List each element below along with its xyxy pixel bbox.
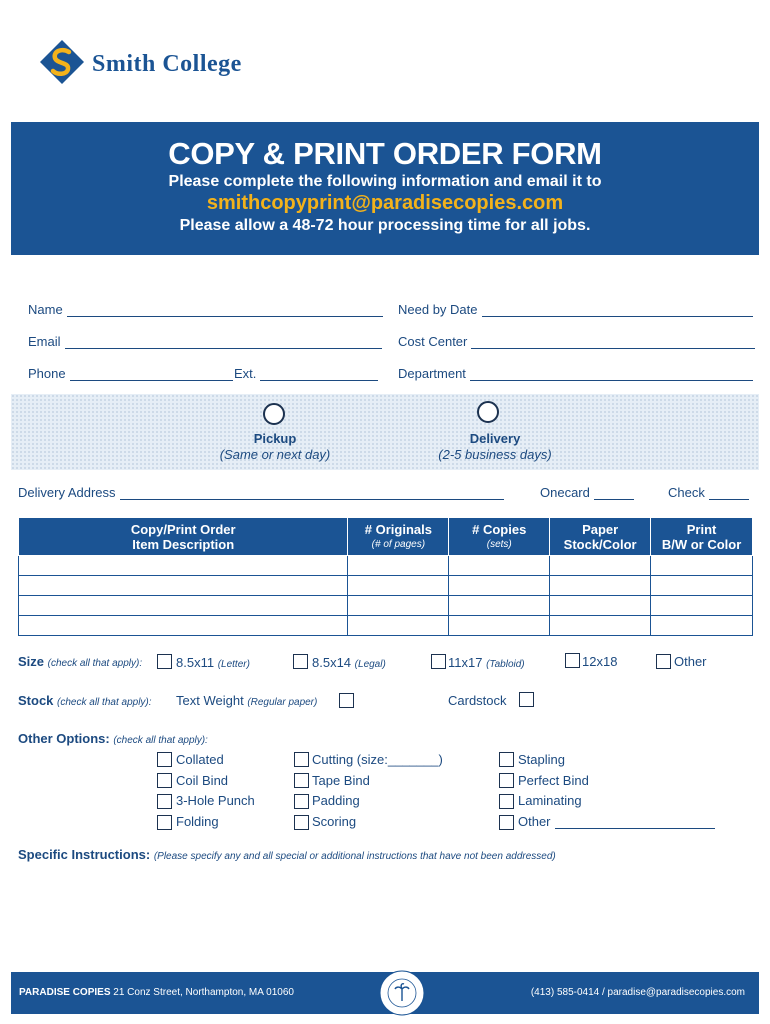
coil-bind-checkbox[interactable]	[157, 773, 172, 788]
scoring-checkbox[interactable]	[294, 815, 309, 830]
scoring-label: Scoring	[312, 814, 357, 829]
pickup-radio[interactable]	[263, 403, 285, 425]
stock-label-group	[18, 693, 152, 708]
table-cell[interactable]	[651, 556, 753, 576]
folding-label: Folding	[176, 814, 219, 829]
order-items-table	[18, 517, 753, 636]
size-hint: (check all that apply):	[47, 658, 143, 669]
col-originals: # Originals (# of pages)	[348, 518, 449, 556]
footer-brand: PARADISE COPIES	[19, 987, 111, 998]
need-by-date-label: Need by Date	[398, 302, 478, 317]
onecard-line[interactable]	[594, 489, 634, 500]
name-label: Name	[28, 302, 63, 317]
table-cell[interactable]	[449, 576, 550, 596]
department-line[interactable]	[470, 370, 753, 381]
name-line[interactable]	[67, 306, 383, 317]
logo-wordmark: Smith College	[92, 51, 242, 77]
col-copies: # Copies (sets)	[449, 518, 550, 556]
size-tabloid-label: 11x17 (Tabloid)	[448, 655, 525, 670]
three-hole-punch-label: 3-Hole Punch	[176, 793, 255, 808]
size-other-checkbox[interactable]	[656, 654, 671, 669]
onecard-field[interactable]	[540, 485, 634, 500]
coil-bind-label: Coil Bind	[176, 773, 229, 788]
other-finishing-line[interactable]	[555, 818, 715, 829]
email-field[interactable]	[28, 334, 382, 349]
table-row	[19, 576, 753, 596]
three-hole-punch-checkbox[interactable]	[157, 794, 172, 809]
footer-bar	[11, 972, 759, 1014]
processing-time-note: Please allow a 48-72 hour processing time for all jobs.	[179, 217, 591, 234]
padding-label: Padding	[312, 793, 360, 808]
onecard-label: Onecard	[540, 485, 590, 500]
table-cell[interactable]	[19, 576, 348, 596]
paradise-copies-seal-icon	[379, 970, 425, 1016]
stock-hint: (check all that apply):	[57, 697, 152, 708]
other-finishing-checkbox[interactable]	[499, 815, 514, 830]
tape-bind-label: Tape Bind	[312, 773, 370, 788]
table-cell[interactable]	[449, 556, 550, 576]
other-finishing-field[interactable]	[518, 814, 715, 829]
footer-contact: (413) 585-0414 / paradise@paradisecopies.com	[530, 987, 745, 998]
table-cell[interactable]	[19, 616, 348, 636]
perfect-bind-checkbox[interactable]	[499, 773, 514, 788]
delivery-subtext: (2-5 business days)	[438, 447, 552, 462]
col-print: Print B/W or Color	[651, 518, 753, 556]
check-field[interactable]	[668, 485, 749, 500]
stock-text-weight-checkbox[interactable]	[339, 693, 354, 708]
submission-email-link[interactable]: smithcopyprint@paradisecopies.com	[206, 192, 564, 214]
cutting-label: Cutting (size:_______)	[312, 752, 443, 767]
delivery-address-label: Delivery Address	[18, 485, 116, 500]
size-tabloid-checkbox[interactable]	[431, 654, 446, 669]
padding-checkbox[interactable]	[294, 794, 309, 809]
need-by-date-line[interactable]	[482, 306, 753, 317]
stock-cardstock-label: Cardstock	[448, 693, 507, 708]
table-header-row	[19, 518, 753, 556]
delivery-address-line[interactable]	[120, 489, 504, 500]
delivery-method-band	[11, 394, 759, 470]
laminating-checkbox[interactable]	[499, 794, 514, 809]
pickup-subtext: (Same or next day)	[219, 447, 331, 462]
laminating-label: Laminating	[518, 793, 582, 808]
perfect-bind-label: Perfect Bind	[518, 773, 589, 788]
table-row	[19, 596, 753, 616]
size-legal-label: 8.5x14 (Legal)	[312, 655, 386, 670]
name-field[interactable]	[28, 302, 383, 317]
form-title: COPY & PRINT ORDER FORM	[168, 136, 602, 171]
department-label: Department	[398, 366, 466, 381]
instruction-line: Please complete the following information and email it to	[168, 173, 602, 190]
col-paper: Paper Stock/Color	[550, 518, 651, 556]
size-legal-checkbox[interactable]	[293, 654, 308, 669]
collated-label: Collated	[176, 752, 224, 767]
phone-line[interactable]	[70, 370, 233, 381]
size-12x18-checkbox[interactable]	[565, 653, 580, 668]
cost-center-field[interactable]	[398, 334, 755, 349]
size-12x18-label: 12x18	[582, 654, 618, 669]
table-row	[19, 616, 753, 636]
delivery-radio[interactable]	[477, 401, 499, 423]
specific-instructions-area[interactable]	[18, 870, 753, 962]
table-cell[interactable]	[651, 596, 753, 616]
table-cell[interactable]	[348, 616, 449, 636]
table-row	[19, 556, 753, 576]
stapling-label: Stapling	[518, 752, 565, 767]
size-label-group	[18, 654, 142, 669]
delivery-address-field[interactable]	[18, 485, 504, 500]
table-cell[interactable]	[550, 596, 651, 616]
check-line[interactable]	[709, 489, 749, 500]
table-cell[interactable]	[449, 616, 550, 636]
need-by-date-field[interactable]	[398, 302, 753, 317]
stapling-checkbox[interactable]	[499, 752, 514, 767]
table-cell[interactable]	[348, 596, 449, 616]
table-cell[interactable]	[348, 556, 449, 576]
table-cell[interactable]	[651, 576, 753, 596]
table-cell[interactable]	[449, 596, 550, 616]
other-finishing-label: Other	[518, 814, 551, 829]
table-cell[interactable]	[550, 556, 651, 576]
ext-field[interactable]	[234, 366, 378, 381]
ext-line[interactable]	[260, 370, 378, 381]
table-cell[interactable]	[550, 616, 651, 636]
stock-cardstock-checkbox[interactable]	[519, 692, 534, 707]
smith-college-logo-icon	[40, 40, 84, 84]
collated-checkbox[interactable]	[157, 752, 172, 767]
size-letter-label: 8.5x11 (Letter)	[176, 655, 250, 670]
ext-label: Ext.	[234, 366, 257, 381]
header-banner	[11, 122, 759, 255]
check-label: Check	[668, 485, 705, 500]
table-cell[interactable]	[651, 616, 753, 636]
footer-address	[19, 987, 294, 998]
other-options-hint: (check all that apply):	[113, 735, 208, 746]
phone-label: Phone	[28, 366, 66, 381]
specific-instructions-hint: (Please specify any and all special or additional instructions that have not been addressed)	[153, 851, 556, 862]
specific-instructions-label: Specific Instructions:	[18, 847, 151, 862]
tape-bind-checkbox[interactable]	[294, 773, 309, 788]
size-other-label: Other	[674, 654, 707, 669]
email-line[interactable]	[65, 338, 382, 349]
stock-label: Stock	[18, 693, 54, 708]
table-cell[interactable]	[348, 576, 449, 596]
specific-instructions-group	[18, 847, 556, 862]
table-cell[interactable]	[550, 576, 651, 596]
delivery-label: Delivery	[469, 431, 521, 446]
cutting-checkbox[interactable]	[294, 752, 309, 767]
other-options-label: Other Options:	[18, 731, 110, 746]
email-label: Email	[28, 334, 61, 349]
phone-field[interactable]	[28, 366, 233, 381]
folding-checkbox[interactable]	[157, 815, 172, 830]
table-cell[interactable]	[19, 596, 348, 616]
table-cell[interactable]	[19, 556, 348, 576]
col-item-description: Copy/Print Order Item Description	[19, 518, 348, 556]
cost-center-line[interactable]	[471, 338, 755, 349]
department-field[interactable]	[398, 366, 753, 381]
cost-center-label: Cost Center	[398, 334, 468, 349]
other-options-label-group	[18, 731, 208, 746]
size-label: Size	[18, 654, 45, 669]
size-letter-checkbox[interactable]	[157, 654, 172, 669]
footer-street: 21 Conz Street, Northampton, MA 01060	[113, 987, 294, 998]
pickup-label: Pickup	[253, 431, 297, 446]
stock-text-weight-label: Text Weight (Regular paper)	[176, 693, 318, 708]
